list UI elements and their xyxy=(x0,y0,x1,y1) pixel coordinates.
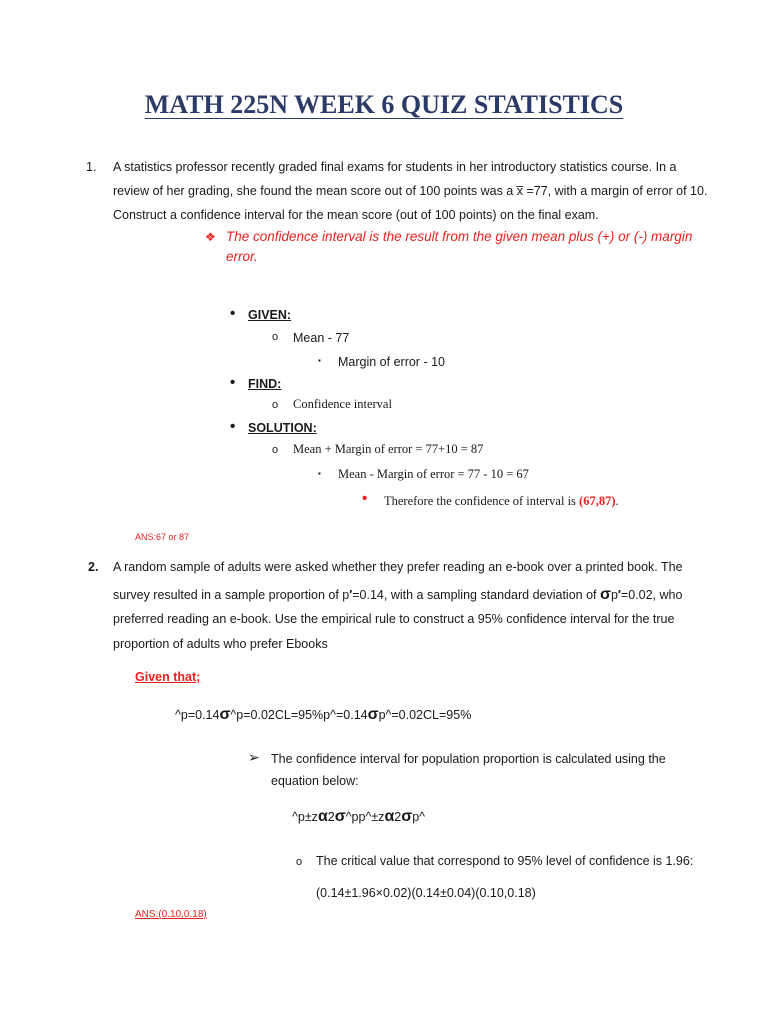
question-1-line2: review of her grading, she found the mean score out of 100 points was a x̅ =77, with a margin of error of 10. xyxy=(113,184,708,198)
solution-result: (67,87) xyxy=(579,494,616,508)
dot-bullet-icon: • xyxy=(230,305,236,322)
line2-part-a: survey resulted in a sample proportion of p xyxy=(113,588,350,602)
question-2-line1: A random sample of adults were asked whether they prefer reading an e-book over a printed book. The xyxy=(113,560,683,574)
solution-step2: Mean - Margin of error = 77 - 10 = 67 xyxy=(338,467,529,481)
given-margin: Margin of error - 10 xyxy=(338,355,445,369)
line2-part-b: =0.14, with a sampling standard deviation of xyxy=(352,588,597,602)
note-line2: error. xyxy=(226,249,258,264)
alpha-symbol: α xyxy=(317,808,328,825)
question-1-number: 1. xyxy=(86,160,97,174)
red-dot-bullet-icon: • xyxy=(362,490,368,507)
ci-equation xyxy=(292,808,425,826)
ci-line2: equation below: xyxy=(271,774,359,788)
solution-period: . xyxy=(615,494,619,508)
alpha-symbol: α xyxy=(384,808,395,825)
sigma-symbol: σ xyxy=(367,706,379,723)
solution-therefore: Therefore the confidence of interval is xyxy=(384,494,576,508)
formula-part-c: p^=0.02CL=95% xyxy=(378,708,472,722)
solution-step1: Mean + Margin of error = 77+10 = 87 xyxy=(293,442,484,456)
question-1-line1: A statistics professor recently graded final exams for students in her introductory statistics course. In a xyxy=(113,160,677,174)
find-label: FIND: xyxy=(248,377,282,391)
sigma-symbol: σ xyxy=(600,586,611,603)
question-1-answer: ANS:67 or 87 xyxy=(135,532,190,542)
given-mean: Mean - 77 xyxy=(293,331,350,345)
circle-bullet-icon: o xyxy=(296,856,303,868)
given-label: GIVEN: xyxy=(248,308,292,322)
circle-bullet-icon: o xyxy=(272,331,279,343)
page-title: MATH 225N WEEK 6 QUIZ STATISTICS xyxy=(144,90,624,119)
square-bullet-icon: ▪ xyxy=(318,469,321,478)
equation-part-e: p^ xyxy=(412,810,426,824)
sigma-symbol: σ xyxy=(401,808,413,825)
formula-part-a: ^p=0.14 xyxy=(175,708,220,722)
critical-value-line: The critical value that correspond to 95% level of confidence is 1.96: xyxy=(316,854,694,868)
question-2-line4: proportion of adults who prefer Ebooks xyxy=(113,637,328,651)
prime-symbol: ′ xyxy=(617,588,621,602)
line2-part-c: p xyxy=(610,588,618,602)
ci-line1: The confidence interval for population proportion is calculated using the xyxy=(271,752,666,766)
solution-conclusion xyxy=(384,494,619,509)
equation-part-c: ^pp^±z xyxy=(345,810,385,824)
question-1-line3: Construct a confidence interval for the mean score (out of 100 points) on the final exam. xyxy=(113,208,599,222)
square-bullet-icon: ▪ xyxy=(318,356,321,365)
find-item: Confidence interval xyxy=(293,397,392,411)
arrow-bullet-icon: ➢ xyxy=(248,749,260,765)
sigma-symbol: σ xyxy=(219,706,231,723)
sigma-symbol: σ xyxy=(334,808,346,825)
calculation-line: (0.14±1.96×0.02)(0.14±0.04)(0.10,0.18) xyxy=(316,886,536,900)
question-2-line3: preferred reading an e-book. Use the empirical rule to construct a 95% confidence interval for the true xyxy=(113,612,675,626)
question-2-line2 xyxy=(113,586,682,604)
circle-bullet-icon: o xyxy=(272,444,279,456)
equation-part-b: 2 xyxy=(327,810,335,824)
circle-bullet-icon: o xyxy=(272,399,279,411)
solution-label: SOLUTION: xyxy=(248,421,317,435)
dot-bullet-icon: • xyxy=(230,374,236,391)
line2-part-d: =0.02, who xyxy=(620,588,683,602)
formula-part-b: ^p=0.02CL=95%p^=0.14 xyxy=(230,708,368,722)
diamond-bullet-icon: ❖ xyxy=(205,230,216,244)
given-formula xyxy=(175,706,471,724)
note-line1: The confidence interval is the result from the given mean plus (+) or (-) margin xyxy=(226,229,693,244)
equation-part-a: ^p±z xyxy=(292,810,318,824)
prime-symbol: ′ xyxy=(349,588,353,602)
question-2-answer: ANS:(0.10,0.18) xyxy=(135,909,207,920)
question-2-number: 2. xyxy=(88,560,99,574)
given-that-label: Given that; xyxy=(135,670,201,684)
equation-part-d: 2 xyxy=(394,810,402,824)
dot-bullet-icon: • xyxy=(230,418,236,435)
